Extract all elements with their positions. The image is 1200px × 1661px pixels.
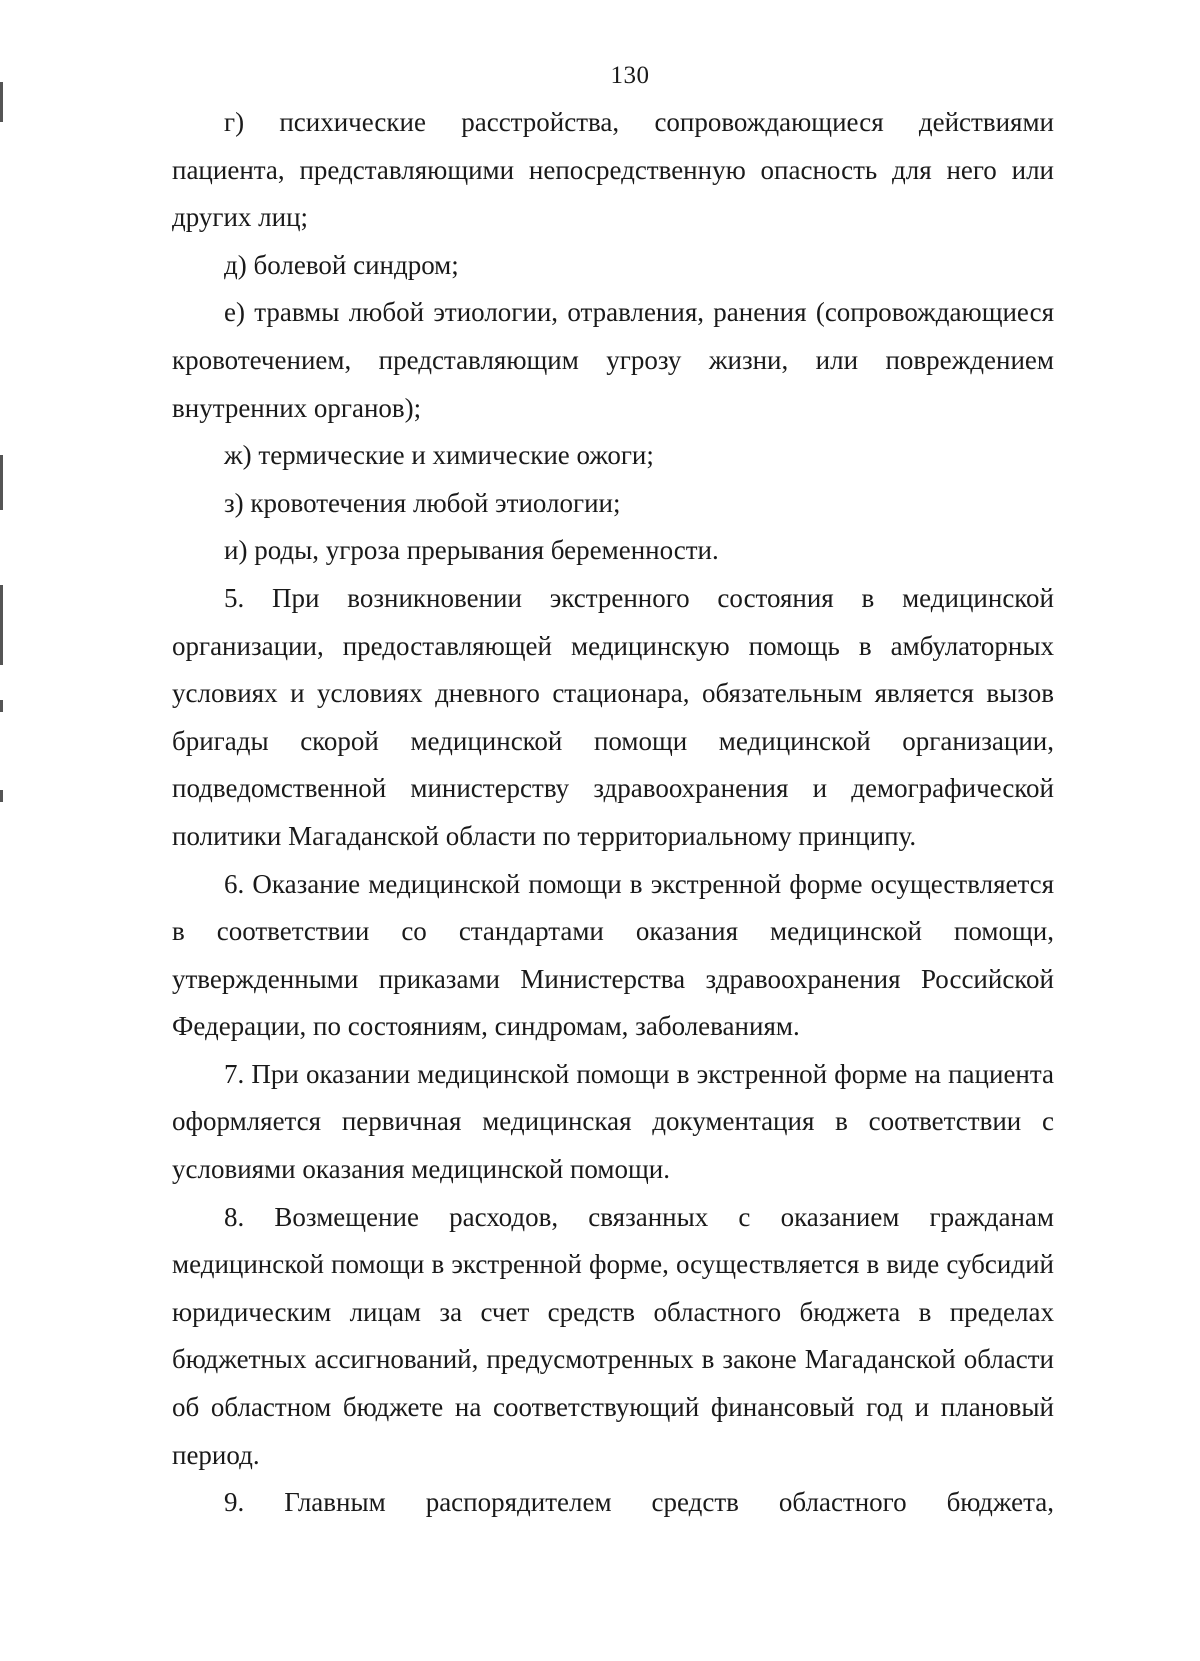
paragraph-item-z: з) кровотечения любой этиологии; xyxy=(224,487,621,518)
paragraph-item-i: и) роды, угроза прерывания беременности. xyxy=(224,535,719,566)
paragraph-clause-6: 6. Оказание медицинской помощи в экстренной форме осуществляется в соответствии со стандартами оказания медицинской помощи, утвержденными приказами Министерства здравоохранения Российской Федерации, по состояниям, синдромам, заболеваниям. xyxy=(172,868,1054,1042)
page-number: 130 xyxy=(610,62,650,89)
scan-mark xyxy=(0,455,3,510)
paragraph-clause-5: 5. При возникновении экстренного состояния в медицинской организации, предоставляющей медицинскую помощь в амбулаторных условиях и условиях дневного стационара, обязательным является вызов бригады скорой медицинской помощи медицинской организации, подведомственной министерству здравоохранения и демографической политики Магаданской области по территориальному принципу. xyxy=(172,582,1054,851)
scan-mark xyxy=(0,790,3,802)
paragraph-clause-9: 9. Главным распорядителем средств областного бюджета, xyxy=(224,1487,1054,1518)
paragraph-item-e: е) травмы любой этиологии, отравления, ранения (сопровождающиеся кровотечением, представляющим угрозу жизни, или повреждением внутренних органов); xyxy=(172,297,1054,423)
scan-mark xyxy=(0,585,3,665)
document-body xyxy=(172,99,1054,1527)
paragraph-item-d: д) болевой синдром; xyxy=(224,249,459,280)
paragraph-item-g: г) психические расстройства, сопровождающиеся действиями пациента, представляющими непосредственную опасность для него или других лиц; xyxy=(172,107,1054,233)
scan-edge-marks xyxy=(0,0,6,1661)
paragraph-clause-7: 7. При оказании медицинской помощи в экстренной форме на пациента оформляется первичная медицинская документация в соответствии с условиями оказания медицинской помощи. xyxy=(172,1058,1054,1185)
paragraph-clause-8: 8. Возмещение расходов, связанных с оказанием гражданам медицинской помощи в экстренной форме, осуществляется в виде субсидий юридическим лицам за счет средств областного бюджета в пределах бюджетных ассигнований, предусмотренных в законе Магаданской области об областном бюджете на соответствующий финансовый год и плановый период. xyxy=(172,1201,1054,1470)
scan-mark xyxy=(0,700,3,712)
paragraph-item-zh: ж) термические и химические ожоги; xyxy=(224,440,654,471)
